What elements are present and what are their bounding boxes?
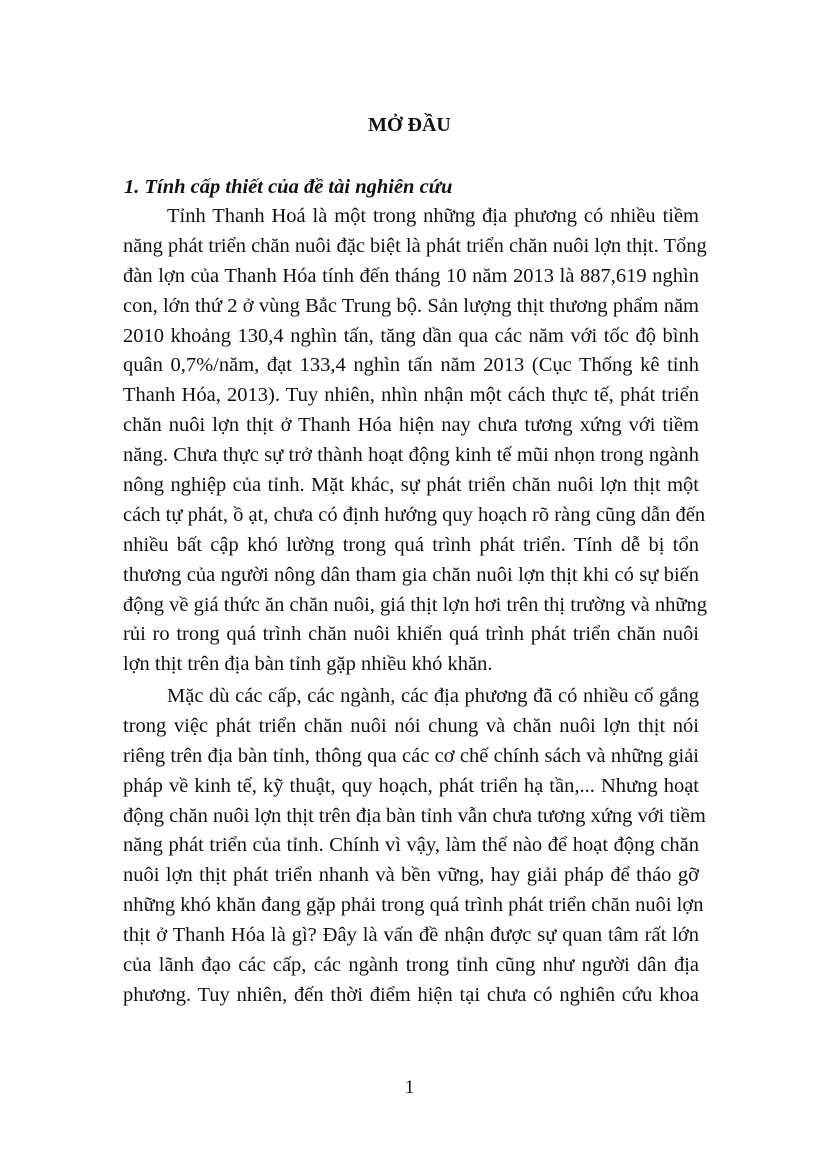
paragraph-2 [123,682,706,1011]
paragraph-line: chăn nuôi lợn thịt ở Thanh Hóa hiện nay chưa tương xứng với tiềm [123,414,699,437]
paragraph-line: 2010 khoảng 130,4 nghìn tấn, tăng dần qua các năm với tốc độ bình [123,324,699,347]
paragraph-line: đàn lợn của Thanh Hóa tính đến tháng 10 năm 2013 là 887,619 nghìn [123,264,699,287]
paragraph-line: pháp về kinh tế, kỹ thuật, quy hoạch, phát triển hạ tần,... Nhưng hoạt [123,774,699,797]
paragraph-line: năng phát triển chăn nuôi đặc biệt là phát triển chăn nuôi lợn thịt. Tổng [123,234,707,257]
paragraph-line: trong việc phát triển chăn nuôi nói chung và chăn nuôi lợn thịt nói [123,714,699,737]
paragraph-line: năng. Chưa thực sự trở thành hoạt động kinh tế mũi nhọn trong ngành [123,444,699,467]
paragraph-line: động về giá thức ăn chăn nuôi, giá thịt lợn hơi trên thị trường và những [123,593,707,616]
paragraph-line: nhiều bất cập khó lường trong quá trình phát triển. Tính dễ bị tổn [123,533,699,556]
page-number: 1 [404,1077,415,1098]
paragraph-line: năng phát triển của tỉnh. Chính vì vậy, làm thế nào để hoạt động chăn [123,834,699,857]
paragraph-line: động chăn nuôi lợn thịt trên địa bàn tỉnh vẫn chưa tương xứng với tiềm [123,804,706,827]
paragraph-line: phương. Tuy nhiên, đến thời điểm hiện tại chưa có nghiên cứu khoa [123,983,699,1006]
paragraph-line: thịt ở Thanh Hóa là gì? Đây là vấn đề nhận được sự quan tâm rất lớn [123,924,699,947]
page-title: MỞ ĐẦU [368,114,451,136]
paragraph-line: cách tự phát, ồ ạt, chưa có định hướng quy hoạch rõ ràng cũng dẫn đến [123,503,706,526]
paragraph-line: riêng trên địa bàn tỉnh, thông qua các cơ chế chính sách và những giải [123,744,699,767]
paragraph-line: Mặc dù các cấp, các ngành, các địa phương đã có nhiều cố gắng [167,685,699,707]
paragraph-line: nuôi lợn thịt phát triển nhanh và bền vững, hay giải pháp để tháo gỡ [123,864,699,887]
paragraph-line: nông nghiệp của tỉnh. Mặt khác, sự phát triển chăn nuôi lợn thịt một [123,474,699,497]
paragraph-1 [123,202,707,680]
paragraph-line: Thanh Hóa, 2013). Tuy nhiên, nhìn nhận một cách thực tế, phát triển [123,384,699,407]
paragraph-line: lợn thịt trên địa bàn tỉnh gặp nhiều khó khăn. [123,653,493,676]
paragraph-line: con, lớn thứ 2 ở vùng Bắc Trung bộ. Sản lượng thịt thương phẩm năm [123,294,699,317]
paragraph-line: thương của người nông dân tham gia chăn nuôi lợn thịt khi có sự biến [123,563,699,586]
section-heading: 1. Tính cấp thiết của đề tài nghiên cứu [124,176,453,198]
paragraph-line: của lãnh đạo các cấp, các ngành trong tỉnh cũng như người dân địa [123,954,699,977]
paragraph-line: Tỉnh Thanh Hoá là một trong những địa phương có nhiều tiềm [167,205,699,227]
paragraph-line: quân 0,7%/năm, đạt 133,4 nghìn tấn năm 2013 (Cục Thống kê tỉnh [123,354,699,377]
paragraph-line: những khó khăn đang gặp phải trong quá trình phát triển chăn nuôi lợn [123,894,704,917]
paragraph-line: rủi ro trong quá trình chăn nuôi khiến quá trình phát triển chăn nuôi [123,623,699,646]
